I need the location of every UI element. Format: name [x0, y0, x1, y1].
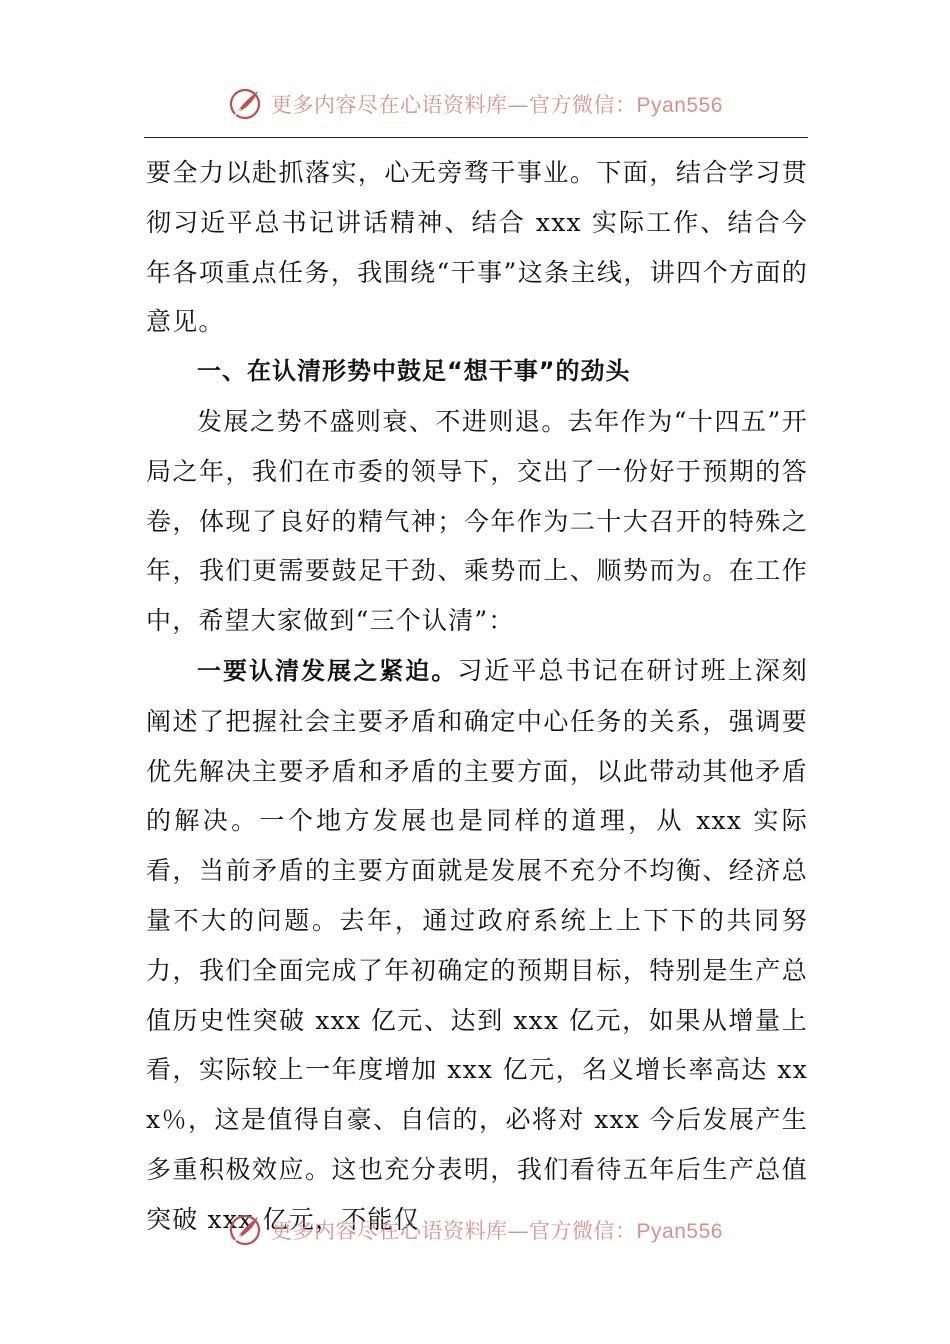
paragraph-urgency	[146, 646, 808, 1245]
footer-watermark-banner	[0, 1208, 950, 1252]
paragraph-situation: 发展之势不盛则衰、不进则退。去年作为“十四五”开局之年，我们在市委的领导下，交出了一份好于预期的答卷，体现了良好的精气神；今年作为二十大召开的特殊之年，我们更需要鼓足干劲、乘势而上、顺势而为。在工作中，希望大家做到“三个认清”：	[146, 406, 808, 636]
paragraph-urgency-text: 习近平总书记在研讨班上深刻阐述了把握社会主要矛盾和确定中心任务的关系，强调要优先解决主要矛盾和矛盾的主要方面，以此带动其他矛盾的解决。一个地方发展也是同样的道理，从 xxx 实际看，当前矛盾的主要方面就是发展不充分不均衡、经济总量不大的问题。去年，通过政府系统上上下下的共同努力，我们全面完成了年初确定的预期目标，特别是生产总值历史性突破 xxx 亿元、达到 xxx 亿元，如果从增量上看，实际较上一年度增加 xxx 亿元，名义增长率高达 xxx％，这是值得自豪、自信的，必将对 xxx 今后发展产生多重积极效应。这也充分表明，我们看待五年后生产总值突破 xxx 亿元，不能仅	[146, 655, 808, 1234]
paragraph-lead: 一要认清发展之紧迫。	[197, 656, 458, 685]
paragraph-intro: 要全力以赴抓落实，心无旁骛干事业。下面，结合学习贯彻习近平总书记讲话精神、结合 xxx 实际工作、结合今年各项重点任务，我围绕“干事”这条主线，讲四个方面的意见。	[146, 158, 808, 337]
wechat-id: Pyan556	[636, 1220, 723, 1243]
section-heading: 一、在认清形势中鼓足“想干事”的劲头	[197, 357, 631, 386]
quill-pen-logo-icon	[227, 86, 263, 122]
quill-pen-logo-icon	[227, 1212, 263, 1248]
header-watermark-banner	[0, 82, 950, 126]
wechat-id: Pyan556	[636, 94, 723, 117]
header-divider	[144, 137, 808, 138]
watermark-text: 更多内容尽在心语资料库—官方微信：Pyan556	[271, 1219, 723, 1243]
watermark-text: 更多内容尽在心语资料库—官方微信：Pyan556	[271, 93, 723, 117]
document-body	[146, 148, 808, 1245]
